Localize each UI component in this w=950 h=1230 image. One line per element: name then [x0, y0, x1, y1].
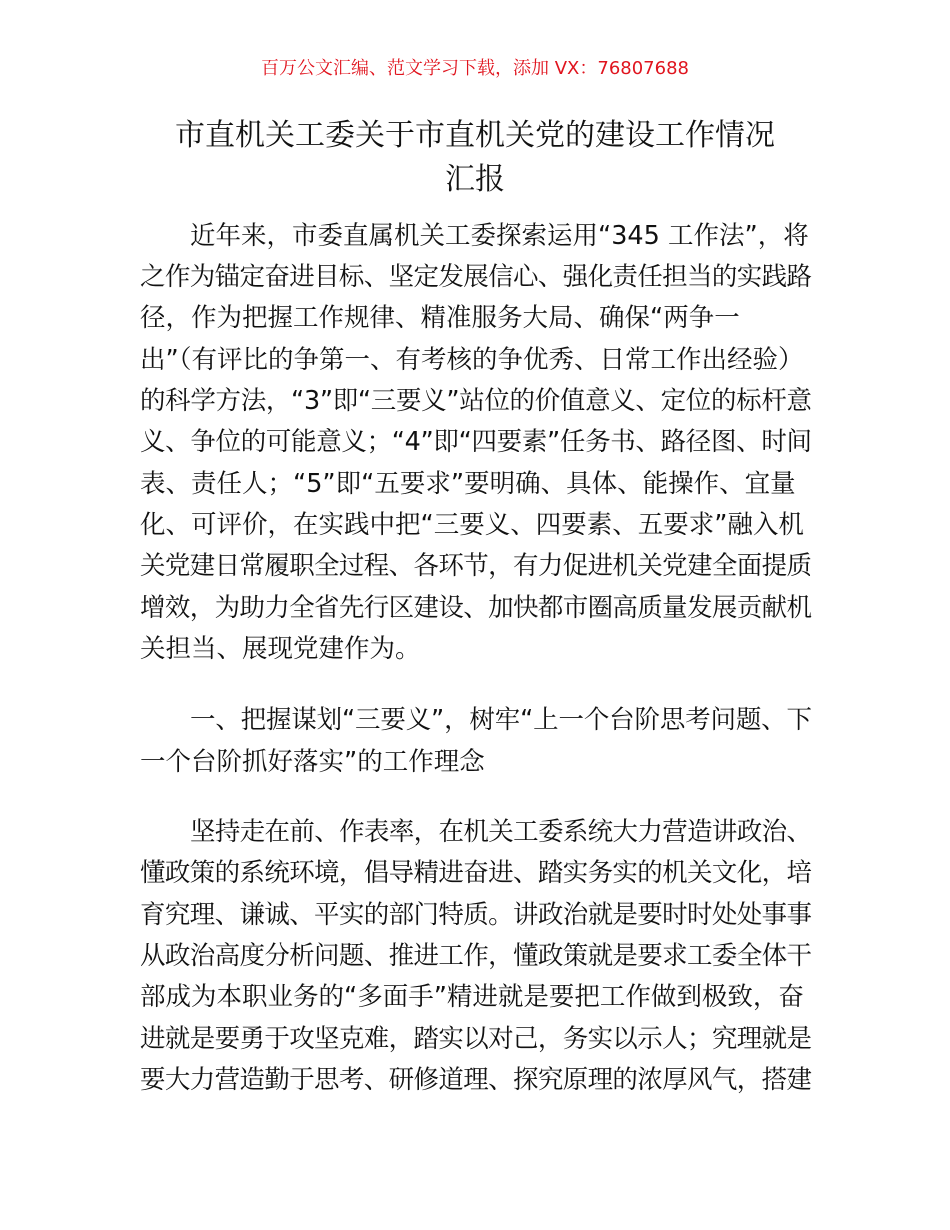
- heading-line: 一个台阶抓好落实”的工作理念: [140, 747, 485, 777]
- text-line: 出”（有评比的争第一、有考核的争优秀、日常工作出经验）: [140, 345, 804, 375]
- text-line: 关党建日常履职全过程、各环节，有力促进机关党建全面提质: [140, 551, 812, 581]
- text-line: 关担当、展现党建作为。: [140, 634, 421, 664]
- document-title-line-1: 市直机关工委关于市直机关党的建设工作情况: [175, 118, 775, 153]
- text-line: 要大力营造勤于思考、研修道理、探究原理的浓厚风气，搭建: [140, 1065, 812, 1095]
- text-line: 进就是要勇于攻坚克难，踏实以对己，务实以示人；究理就是: [140, 1024, 812, 1054]
- text-line: 增效，为助力全省先行区建设、加快都市圈高质量发展贡献机: [140, 593, 812, 623]
- text-line: 育究理、谦诚、平实的部门特质。讲政治就是要时时处处事事: [140, 900, 812, 930]
- text-line: 义、争位的可能意义；“4”即“四要素”任务书、路径图、时间: [140, 427, 812, 457]
- text-line: 从政治高度分析问题、推进工作，懂政策就是要求工委全体干: [140, 941, 812, 971]
- text-line: 部成为本职业务的“多面手”精进就是要把工作做到极致，奋: [140, 982, 804, 1012]
- text-line: 的科学方法，“3”即“三要义”站位的价值意义、定位的标杆意: [140, 386, 812, 416]
- heading-line: 一、把握谋划“三要义”，树牢“上一个台阶思考问题、下: [190, 705, 812, 735]
- text-line: 化、可评价，在实践中把“三要义、四要素、五要求”融入机: [140, 510, 804, 540]
- text-line: 坚持走在前、作表率，在机关工委系统大力营造讲政治、: [190, 817, 812, 847]
- text-line: 径，作为把握工作规律、精准服务大局、确保“两争一: [140, 303, 740, 333]
- text-line: 懂政策的系统环境，倡导精进奋进、踏实务实的机关文化，培: [140, 858, 812, 888]
- text-line: 表、责任人；“5”即“五要求”要明确、具体、能操作、宜量: [140, 469, 796, 499]
- text-line: 之作为锚定奋进目标、坚定发展信心、强化责任担当的实践路: [140, 262, 812, 292]
- watermark-banner: 百万公文汇编、范文学习下载，添加 VX：76807688: [261, 58, 689, 79]
- text-line: 近年来，市委直属机关工委探索运用“345 工作法”，将: [190, 221, 809, 251]
- document-title-line-2: 汇报: [445, 162, 505, 197]
